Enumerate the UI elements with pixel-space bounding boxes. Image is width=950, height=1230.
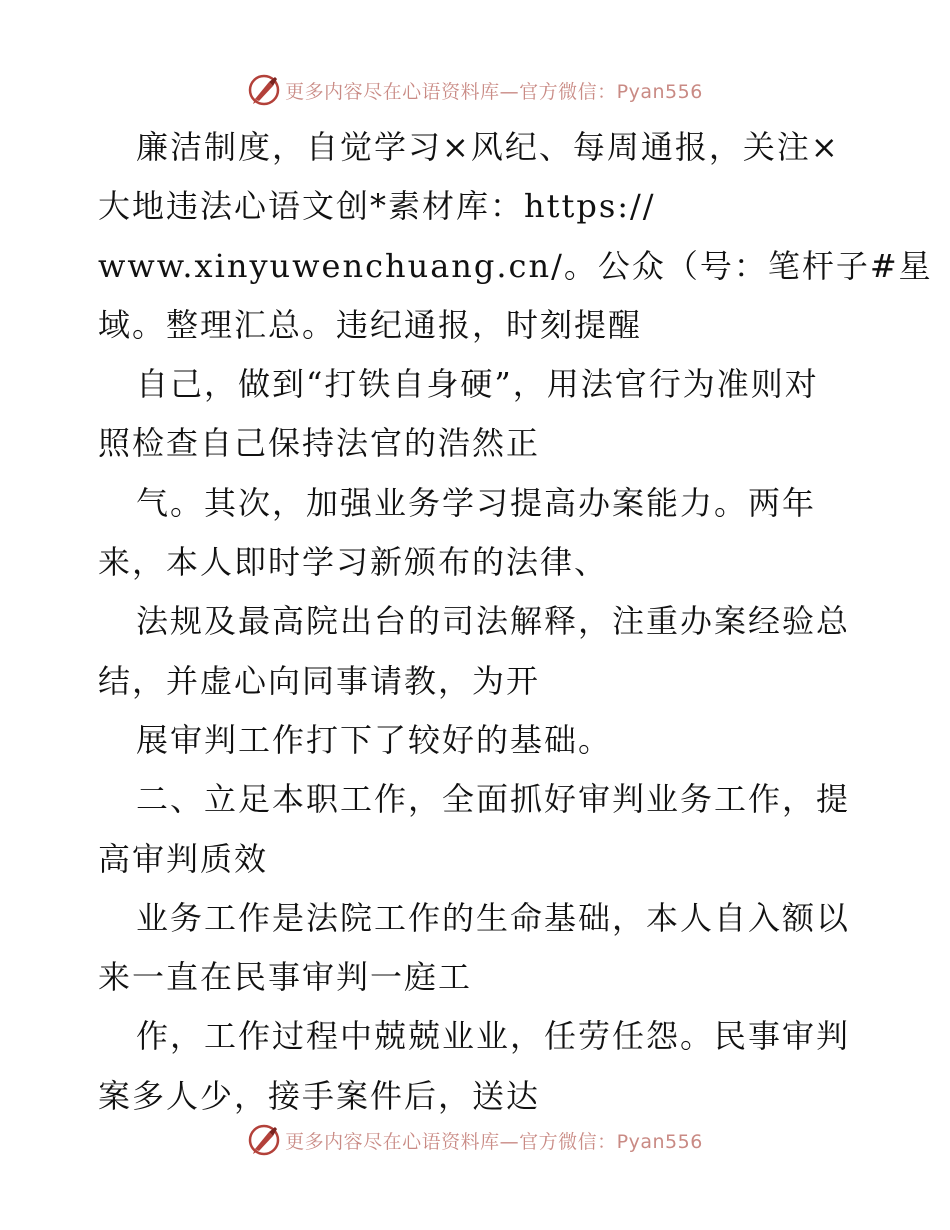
header-banner xyxy=(0,70,950,110)
promo-text: 更多内容尽在心语资料库—官方微信：Pyan556 xyxy=(285,1130,703,1153)
text-line: 业务工作是法院工作的生命基础，本人自入额以 xyxy=(136,898,851,937)
text-line: 来，本人即时学习新颁布的法律、 xyxy=(98,543,609,582)
text-line: 大地违法心语文创*素材库：https:// xyxy=(98,187,656,226)
text-line: www.xinyuwenchuang.cn/。公众（号：笔杆子#星 xyxy=(98,246,933,285)
text-line: 高审判质效 xyxy=(98,839,269,878)
text-line: 法规及最高院出台的司法解释，注重办案经验总 xyxy=(136,602,851,641)
text-line: 气。其次，加强业务学习提高办案能力。两年 xyxy=(136,483,817,522)
text-line: 自己，做到“打铁自身硬”，用法官行为准则对 xyxy=(136,365,819,404)
text-line: 结，并虚心向同事请教，为开 xyxy=(98,661,541,700)
text-line: 作，工作过程中兢兢业业，任劳任怨。民事审判 xyxy=(136,1017,851,1056)
document-body xyxy=(98,118,933,1126)
quill-pen-logo-icon xyxy=(247,1123,281,1157)
quill-pen-logo-icon xyxy=(247,73,281,107)
text-line: 来一直在民事审判一庭工 xyxy=(98,958,473,997)
text-line: 二、立足本职工作，全面抓好审判业务工作，提 xyxy=(136,780,851,819)
text-line: 廉洁制度，自觉学习×风纪、每周通报，关注× xyxy=(136,128,840,166)
text-line: 案多人少，接手案件后，送达 xyxy=(98,1076,541,1115)
text-line: 域。整理汇总。违纪通报，时刻提醒 xyxy=(98,305,643,344)
text-line: 展审判工作打下了较好的基础。 xyxy=(136,720,613,759)
text-line: 照检查自己保持法官的浩然正 xyxy=(98,424,541,463)
footer-banner xyxy=(0,1120,950,1160)
promo-text: 更多内容尽在心语资料库—官方微信：Pyan556 xyxy=(285,80,703,103)
